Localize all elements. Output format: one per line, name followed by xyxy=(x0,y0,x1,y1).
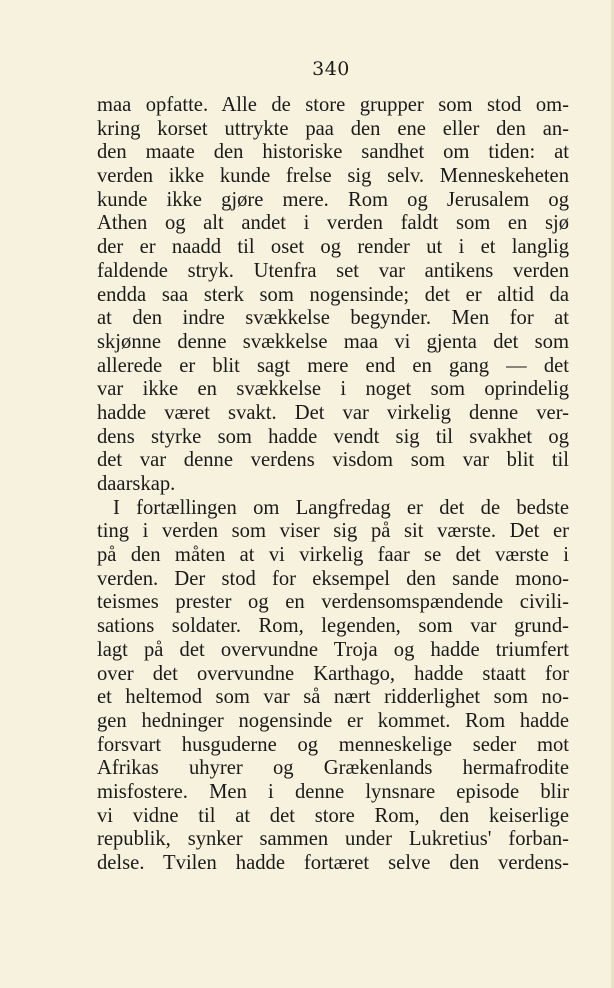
text-line: over det overvundne Karthago, hadde staatt for xyxy=(97,662,569,685)
text-line: Afrikas uhyrer og Grækenlands hermafrodite xyxy=(97,757,569,780)
text-line: hadde været svakt. Det var virkelig denne ver- xyxy=(97,401,569,424)
text-line: ting i verden som viser sig på sit værste. Det er xyxy=(97,520,569,543)
text-line: maa opfatte. Alle de store grupper som stod om- xyxy=(97,94,569,116)
body-text xyxy=(97,94,569,876)
text-line: faldende stryk. Utenfra set var antikens verden xyxy=(97,259,569,282)
text-line: at den indre svækkelse begynder. Men for at xyxy=(97,307,569,330)
text-line: den maate den historiske sandhet om tiden: at xyxy=(97,141,569,164)
text-line: forsvart husguderne og menneskelige seder mot xyxy=(97,733,569,756)
text-line: dens styrke som hadde vendt sig til svakhet og xyxy=(97,425,569,448)
text-line: skjønne denne svækkelse maa vi gjenta det som xyxy=(97,330,569,353)
text-line: et heltemod som var så nært ridderlighet som no- xyxy=(97,686,569,709)
text-line: teismes prester og en verdensomspændende civili- xyxy=(97,591,569,614)
text-line: det var denne verdens visdom som var blit til xyxy=(97,449,569,472)
text-line: kring korset uttrykte paa den ene eller den an- xyxy=(97,117,569,140)
text-line: Athen og alt andet i verden faldt som en sjø xyxy=(97,212,569,235)
text-line: republik, synker sammen under Lukretius' forban- xyxy=(97,828,569,851)
text-line: sations soldater. Rom, legenden, som var grund- xyxy=(97,615,569,638)
text-line: verden ikke kunde frelse sig selv. Menneskeheten xyxy=(97,165,569,188)
text-line: delse. Tvilen hadde fortæret selve den verdens- xyxy=(97,852,569,874)
text-line: der er naadd til oset og render ut i et langlig xyxy=(97,236,569,259)
text-line: gen hedninger nogensinde er kommet. Rom hadde xyxy=(97,709,569,732)
text-line: endda saa sterk som nogensinde; det er altid da xyxy=(97,283,569,306)
text-line: daarskap. xyxy=(97,473,176,495)
text-line: var ikke en svækkelse i noget som oprindelig xyxy=(97,378,569,401)
text-line: kunde ikke gjøre mere. Rom og Jerusalem og xyxy=(97,188,569,211)
text-line: lagt på det overvundne Troja og hadde triumfert xyxy=(97,638,569,661)
text-line: allerede er blit sagt mere end en gang — det xyxy=(97,354,569,377)
text-line: misfostere. Men i denne lynsnare episode blir xyxy=(97,780,569,803)
text-line: på den måten at vi virkelig faar se det værste i xyxy=(97,544,569,567)
page-number: 340 xyxy=(312,58,350,80)
text-line: verden. Der stod for eksempel den sande mono- xyxy=(97,567,569,590)
text-line: vi vidne til at det store Rom, den keiserlige xyxy=(97,804,569,827)
paragraph-start-line: I fortællingen om Langfredag er det de bedste xyxy=(113,496,569,519)
